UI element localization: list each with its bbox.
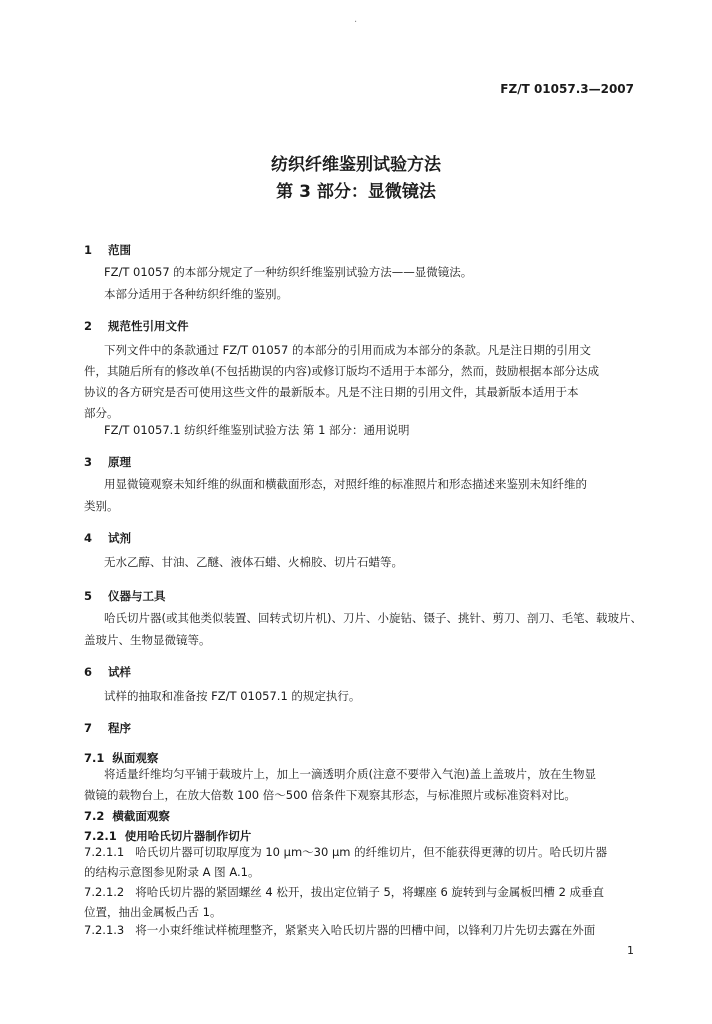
subsection-number: 7.1 (84, 751, 105, 765)
section-7-heading (84, 720, 131, 736)
clause-number: 7.2.1.3 (84, 923, 125, 937)
section-title: 试样 (108, 665, 131, 679)
subsection-7-2-heading (84, 808, 170, 824)
page-number: 1 (627, 944, 634, 957)
section-1-heading (84, 242, 131, 258)
paragraph: FZ/T 01057 的本部分规定了一种纺织纤维鉴别试验方法——显微镜法。 (104, 265, 473, 279)
scan-mark: . (354, 14, 358, 25)
paragraph-line: 位置，抽出金属板凸舌 1。 (84, 905, 222, 919)
subsection-number: 7.2.1 (84, 829, 117, 843)
paragraph-line: 用显微镜观察未知纤维的纵面和横截面形态，对照纤维的标准照片和形态描述来鉴别未知纤维的 (104, 477, 587, 491)
paragraph: 本部分适用于各种纺织纤维的鉴别。 (104, 287, 288, 301)
section-title: 程序 (108, 721, 131, 735)
paragraph-line: 试样的抽取和准备按 FZ/T 01057.1 的规定执行。 (104, 689, 361, 703)
title-line-1: 纺织纤维鉴别试验方法 (271, 155, 441, 175)
paragraph-line: 部分。 (84, 406, 119, 420)
clause-7-2-1-3 (84, 920, 595, 940)
clause-text: 将一小束纤维试样梳理整齐，紧紧夹入哈氏切片器的凹槽中间，以锋利刀片先切去露在外面 (135, 923, 596, 937)
section-number: 1 (84, 243, 93, 257)
section-6-heading (84, 664, 131, 680)
section-5-heading (84, 588, 166, 604)
standard-number: FZ/T 01057.3—2007 (500, 82, 634, 96)
section-number: 4 (84, 531, 93, 545)
paragraph-line: 的结构示意图参见附录 A 图 A.1。 (84, 865, 260, 879)
clause-7-2-1-2 (84, 882, 604, 902)
section-2-heading (84, 318, 189, 334)
section-number: 5 (84, 589, 93, 603)
paragraph-line: 件，其随后所有的修改单(不包括勘误的内容)或修订版均不适用于本部分，然而，鼓励根据本部分达成 (84, 364, 599, 378)
paragraph-line: 哈氏切片器(或其他类似装置、回转式切片机)、刀片、小旋钻、镊子、挑针、剪刀、剖刀、毛笔、载玻片、 (104, 611, 642, 625)
paragraph-line: 类别。 (84, 499, 119, 513)
clause-number: 7.2.1.1 (84, 845, 125, 859)
section-4-heading (84, 530, 131, 546)
paragraph-line: 盖玻片、生物显微镜等。 (84, 633, 211, 647)
subsection-title: 纵面观察 (112, 751, 159, 765)
paragraph-line: 协议的各方研究是否可使用这些文件的最新版本。凡是不注日期的引用文件，其最新版本适用于本 (84, 385, 579, 399)
clause-number: 7.2.1.2 (84, 885, 125, 899)
section-title: 范围 (108, 243, 131, 257)
section-number: 3 (84, 455, 93, 469)
paragraph-line: 微镜的载物台上，在放大倍数 100 倍～500 倍条件下观察其形态，与标准照片或标准资料对比。 (84, 788, 576, 802)
subsection-title: 使用哈氏切片器制作切片 (124, 829, 252, 843)
clause-text: 哈氏切片器可切取厚度为 10 μm～30 μm 的纤维切片，但不能获得更薄的切片。哈氏切片器 (135, 845, 608, 859)
section-title: 原理 (108, 455, 131, 469)
paragraph-line: 下列文件中的条款通过 FZ/T 01057 的本部分的引用而成为本部分的条款。凡是注日期的引用文 (104, 343, 591, 357)
paragraph-line: 将适量纤维均匀平铺于载玻片上，加上一滴透明介质(注意不要带入气泡)盖上盖玻片，放在生物显 (104, 767, 596, 781)
clause-7-2-1-1 (84, 842, 607, 862)
subsection-number: 7.2 (84, 809, 105, 823)
section-title: 规范性引用文件 (108, 319, 189, 333)
section-number: 7 (84, 721, 93, 735)
section-title: 试剂 (108, 531, 131, 545)
section-3-heading (84, 454, 131, 470)
section-number: 2 (84, 319, 93, 333)
section-title: 仪器与工具 (108, 589, 166, 603)
normative-reference: FZ/T 01057.1 纺织纤维鉴别试验方法 第 1 部分：通用说明 (104, 423, 410, 437)
paragraph-line: 无水乙醇、甘油、乙醚、液体石蜡、火棉胶、切片石蜡等。 (104, 555, 403, 569)
clause-text: 将哈氏切片器的紧固螺丝 4 松开，拔出定位销子 5，将螺座 6 旋转到与金属板凹槽 2 成垂直 (135, 885, 605, 899)
subsection-title: 横截面观察 (112, 809, 170, 823)
section-number: 6 (84, 665, 93, 679)
title-line-2: 第 3 部分：显微镜法 (276, 182, 436, 202)
